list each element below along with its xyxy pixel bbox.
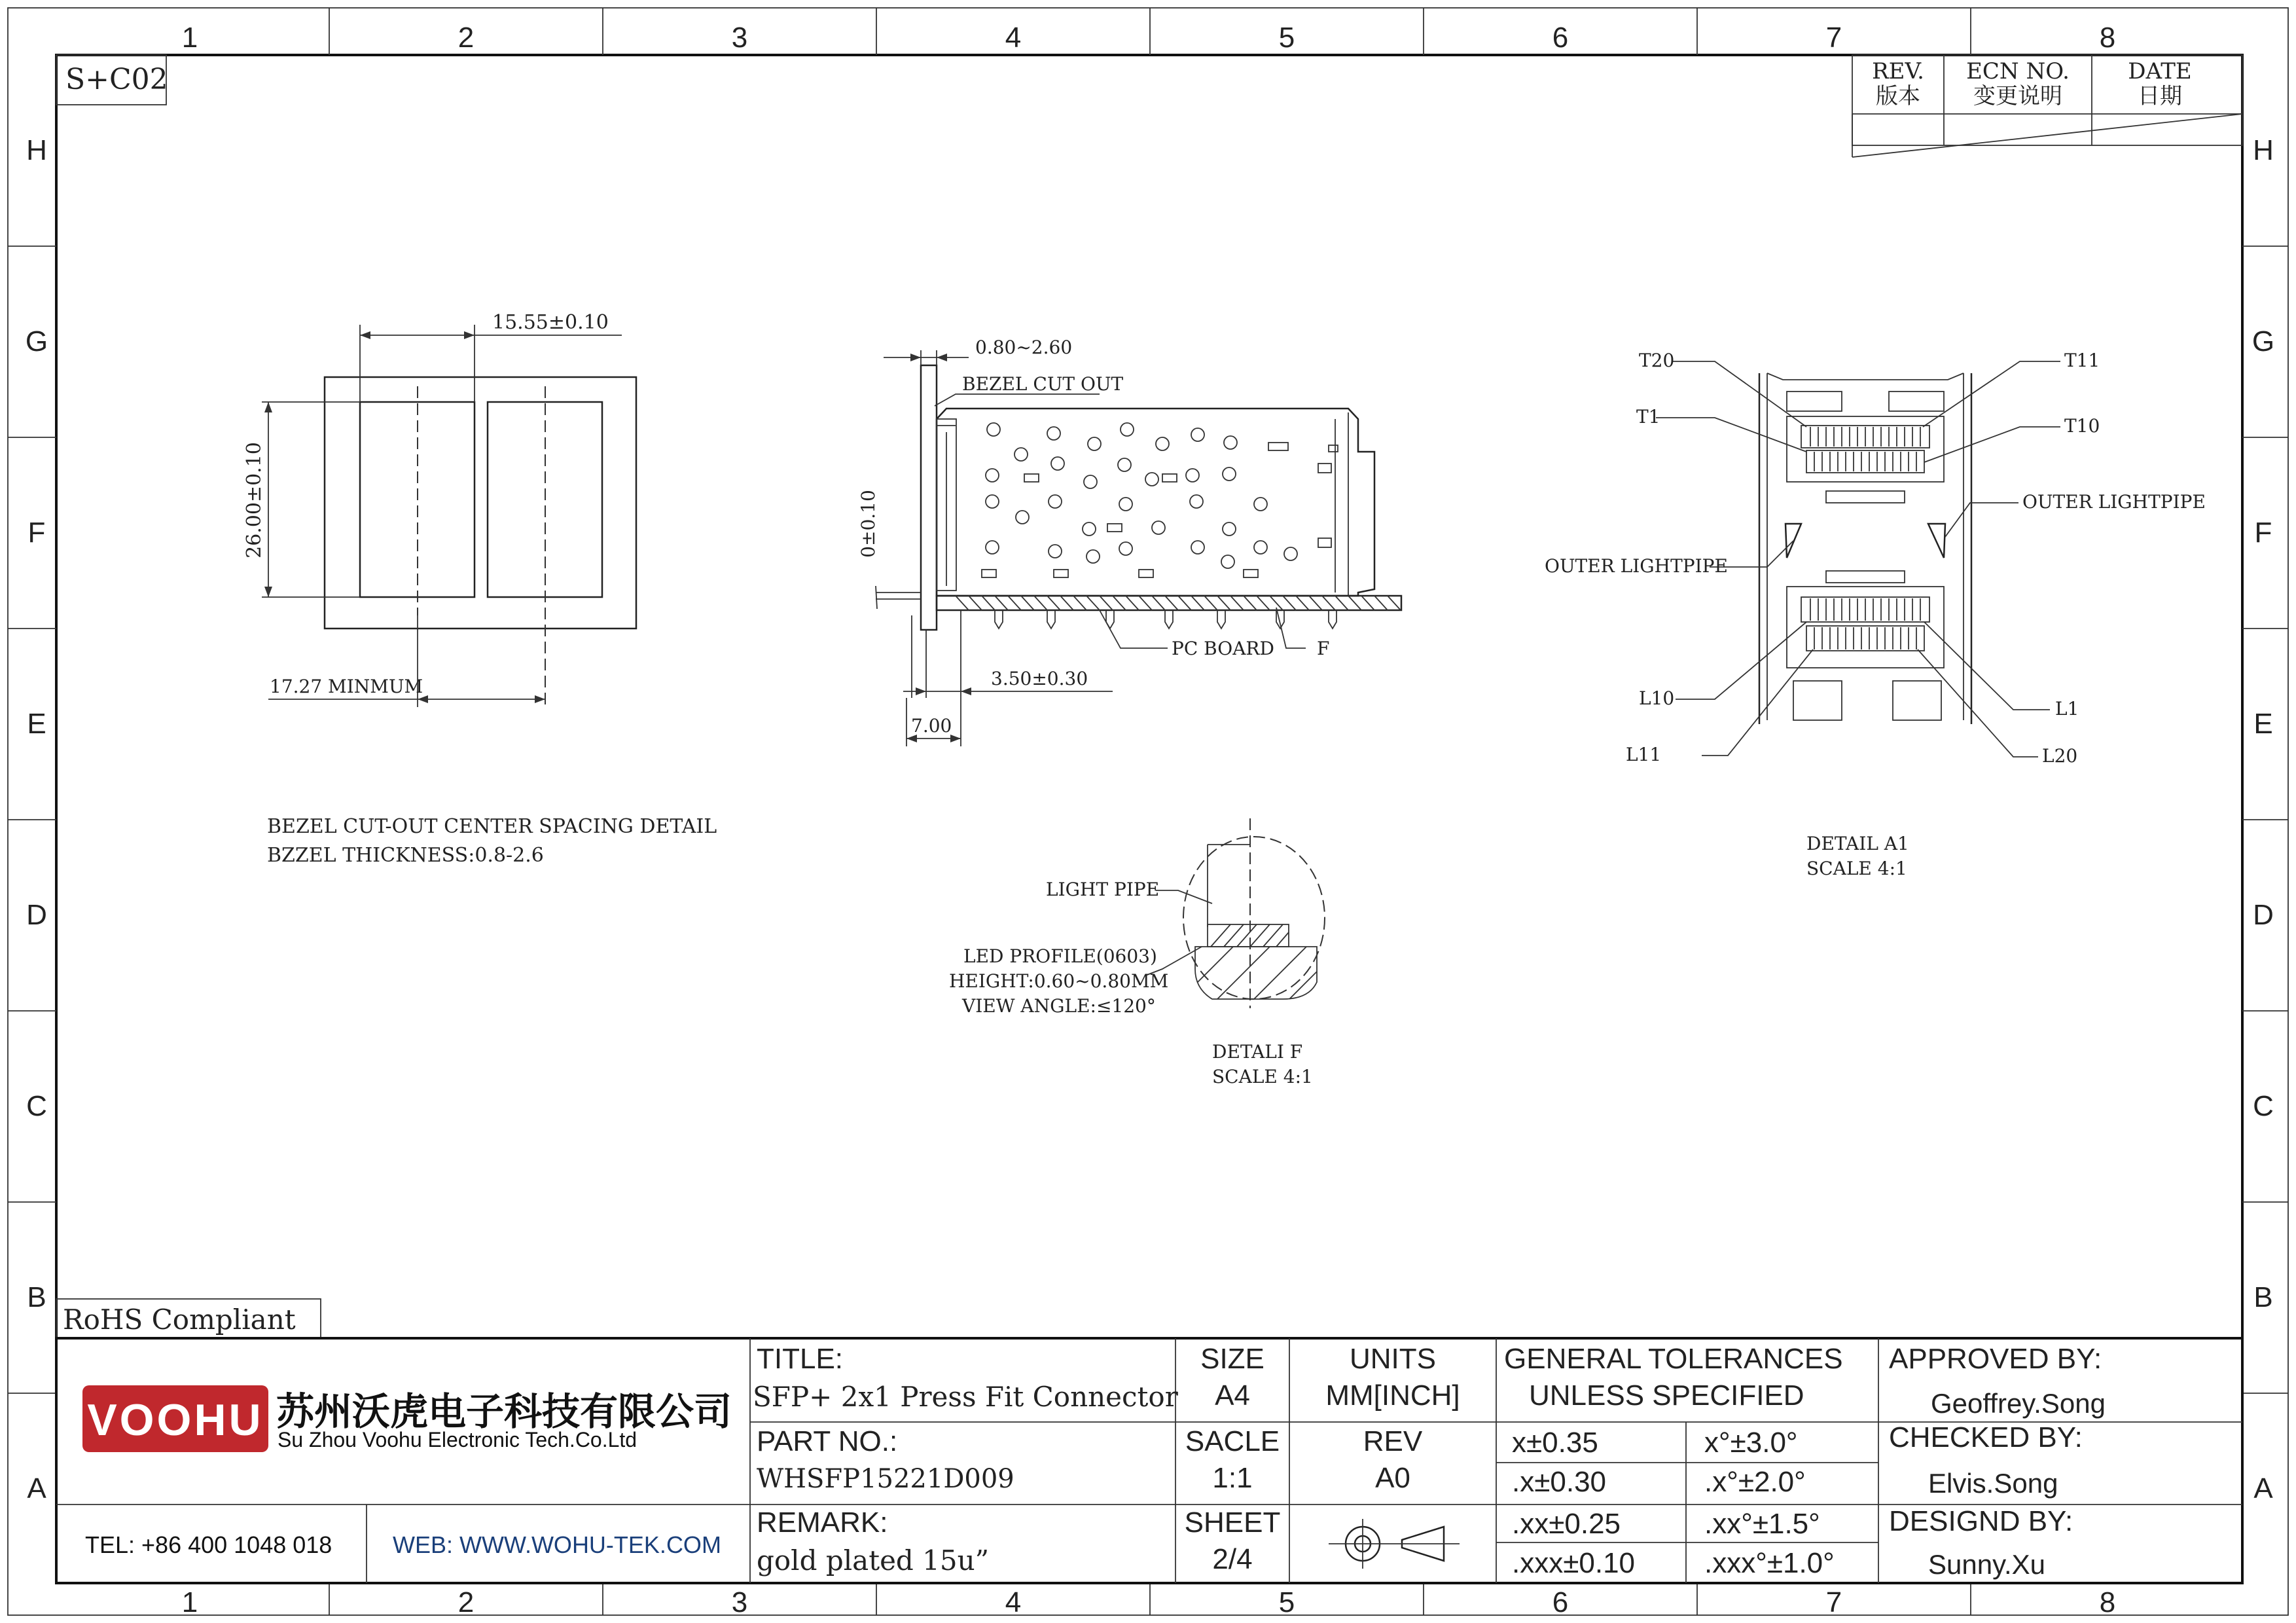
remark-value: gold plated 15u”	[757, 1544, 990, 1577]
company-name-cn: 苏州沃虎电子科技有限公司	[276, 1391, 732, 1433]
label-t20: T20	[1639, 350, 1675, 371]
row-label-left: F	[27, 517, 46, 549]
dim-vertical-text: 0±0.10	[857, 490, 879, 558]
dim-thickness-text: 0.80~2.60	[975, 337, 1073, 358]
scale-value: 1:1	[1212, 1462, 1253, 1494]
col-label-bottom: 6	[1552, 1586, 1569, 1618]
remark-label: REMARK:	[757, 1506, 888, 1539]
light-pipe-label: LIGHT PIPE	[1046, 879, 1160, 900]
detail-f-caption-2: SCALE 4:1	[1212, 1066, 1313, 1087]
pc-board-label: PC BOARD	[1172, 638, 1274, 659]
detail-a1-caption-2: SCALE 4:1	[1806, 858, 1907, 879]
company-name-en: Su Zhou Voohu Electronic Tech.Co.Ltd	[278, 1428, 637, 1451]
rohs-box	[56, 1299, 321, 1338]
tel-text: TEL: +86 400 1048 018	[85, 1531, 332, 1558]
col-label-bottom: 8	[2099, 1586, 2116, 1618]
checked-label: CHECKED BY:	[1889, 1421, 2083, 1453]
side-view	[857, 337, 1401, 746]
approved-value: Geoffrey.Song	[1931, 1388, 2106, 1419]
tol-linear-1: .x±0.30	[1512, 1466, 1607, 1498]
title-label: TITLE:	[757, 1343, 844, 1375]
col-label-top: 3	[731, 22, 748, 54]
detail-a1	[1545, 350, 2206, 879]
design-value: Sunny.Xu	[1928, 1549, 2046, 1580]
scale-label: SACLE	[1185, 1425, 1280, 1457]
tol-linear-2: .xx±0.25	[1512, 1508, 1621, 1540]
col-label-bottom: 5	[1278, 1586, 1295, 1618]
row-label-right: A	[2253, 1472, 2273, 1504]
row-label-left: B	[27, 1281, 46, 1313]
row-label-left: D	[26, 899, 47, 931]
revision-table	[1852, 55, 2242, 157]
row-label-right: B	[2253, 1281, 2273, 1313]
col-label-top: 2	[457, 22, 475, 54]
bezel-cutout-label: BEZEL CUT OUT	[962, 373, 1124, 395]
ecn-header-cn: 变更说明	[1973, 83, 2062, 109]
rohs-text: RoHS Compliant	[63, 1304, 296, 1336]
date-header-cn: 日期	[2138, 83, 2182, 109]
sheet-value: 2/4	[1212, 1543, 1253, 1575]
approved-label: APPROVED BY:	[1889, 1343, 2102, 1375]
detail-a1-caption-1: DETAIL A1	[1806, 833, 1909, 854]
label-outer-lightpipe-right: OUTER LIGHTPIPE	[2022, 491, 2206, 513]
col-label-top: 8	[2099, 22, 2116, 54]
corner-tag	[56, 55, 168, 105]
web-link[interactable]: WEB: WWW.WOHU-TEK.COM	[393, 1531, 721, 1558]
col-label-bottom: 1	[181, 1586, 198, 1618]
sheet-label: SHEET	[1184, 1506, 1281, 1539]
bezel-cutout-detail	[243, 311, 717, 867]
row-label-left: A	[27, 1472, 46, 1504]
row-label-right: G	[2251, 325, 2275, 357]
ecn-header-en: ECN NO.	[1966, 58, 2070, 84]
row-label-left: C	[26, 1090, 47, 1122]
part-value: WHSFP15221D009	[757, 1464, 1014, 1494]
tol-angle-3: .xxx°±1.0°	[1704, 1547, 1835, 1579]
row-label-right: D	[2253, 899, 2274, 931]
col-label-bottom: 2	[457, 1586, 475, 1618]
design-label: DESIGND BY:	[1889, 1505, 2073, 1537]
col-label-bottom: 4	[1005, 1586, 1022, 1618]
dim-min-text: 17.27 MINMUM	[270, 676, 423, 697]
col-label-top: 6	[1552, 22, 1569, 54]
col-label-top: 1	[181, 22, 198, 54]
label-t10: T10	[2064, 415, 2100, 437]
bezel-caption-2: BZZEL THICKNESS:0.8-2.6	[267, 844, 544, 867]
detail-f-caption-1: DETALI F	[1212, 1041, 1303, 1063]
logo-text: VOOHU	[87, 1395, 264, 1445]
label-l11: L11	[1626, 744, 1662, 765]
row-label-right: H	[2253, 134, 2274, 166]
size-value: A4	[1215, 1379, 1250, 1412]
label-t1: T1	[1636, 406, 1660, 428]
label-l20: L20	[2042, 745, 2078, 767]
col-label-top: 7	[1825, 22, 1842, 54]
led-profile-line-2: HEIGHT:0.60~0.80MM	[949, 970, 1169, 992]
checked-value: Elvis.Song	[1928, 1468, 2058, 1499]
label-f: F	[1317, 638, 1330, 659]
title-block	[56, 1338, 2242, 1583]
dim-350-text: 3.50±0.30	[991, 668, 1088, 689]
label-outer-lightpipe-left: OUTER LIGHTPIPE	[1545, 555, 1728, 577]
rev-header-en: REV.	[1872, 58, 1924, 84]
rev-value: A0	[1375, 1462, 1410, 1494]
tol-angle-0: x°±3.0°	[1704, 1427, 1798, 1459]
col-label-top: 5	[1278, 22, 1295, 54]
col-label-bottom: 3	[731, 1586, 748, 1618]
tol-angle-1: .x°±2.0°	[1704, 1466, 1806, 1498]
row-label-right: C	[2253, 1090, 2274, 1122]
tol-linear-0: x±0.35	[1512, 1427, 1598, 1459]
tolerance-heading-1: GENERAL TOLERANCES	[1504, 1343, 1843, 1375]
tolerance-heading-2: UNLESS SPECIFIED	[1529, 1379, 1804, 1412]
led-profile-line-3: VIEW ANGLE:≤120°	[962, 995, 1156, 1017]
label-t11: T11	[2064, 350, 2100, 371]
units-label: UNITS	[1350, 1343, 1436, 1375]
projection-symbol-icon	[1329, 1519, 1460, 1569]
col-label-bottom: 7	[1825, 1586, 1842, 1618]
bezel-caption-1: BEZEL CUT-OUT CENTER SPACING DETAIL	[267, 815, 717, 838]
corner-tag-text: S+C02	[65, 63, 168, 96]
units-value: MM[INCH]	[1325, 1379, 1460, 1412]
row-label-right: F	[2254, 517, 2272, 549]
tol-linear-3: .xxx±0.10	[1512, 1547, 1636, 1579]
row-label-left: E	[27, 708, 46, 740]
dim-width-text: 15.55±0.10	[492, 311, 609, 334]
row-label-left: H	[26, 134, 47, 166]
label-l10: L10	[1639, 687, 1675, 709]
rev-header-cn: 版本	[1876, 83, 1920, 109]
size-label: SIZE	[1200, 1343, 1265, 1375]
border-frame	[8, 8, 2288, 1618]
dim-700-text: 7.00	[911, 715, 952, 737]
rev-label: REV	[1363, 1425, 1423, 1457]
label-l1: L1	[2055, 698, 2079, 720]
tol-angle-2: .xx°±1.5°	[1704, 1508, 1820, 1540]
row-label-right: E	[2253, 708, 2273, 740]
row-label-left: G	[25, 325, 48, 357]
led-profile-line-1: LED PROFILE(0603)	[963, 945, 1157, 967]
title-value: SFP+ 2x1 Press Fit Connector	[753, 1381, 1178, 1413]
detail-f	[949, 818, 1325, 1087]
company-logo	[82, 1385, 268, 1452]
col-label-top: 4	[1005, 22, 1022, 54]
part-label: PART NO.:	[757, 1425, 898, 1457]
date-header-en: DATE	[2128, 58, 2192, 84]
dim-height-text: 26.00±0.10	[243, 442, 266, 558]
